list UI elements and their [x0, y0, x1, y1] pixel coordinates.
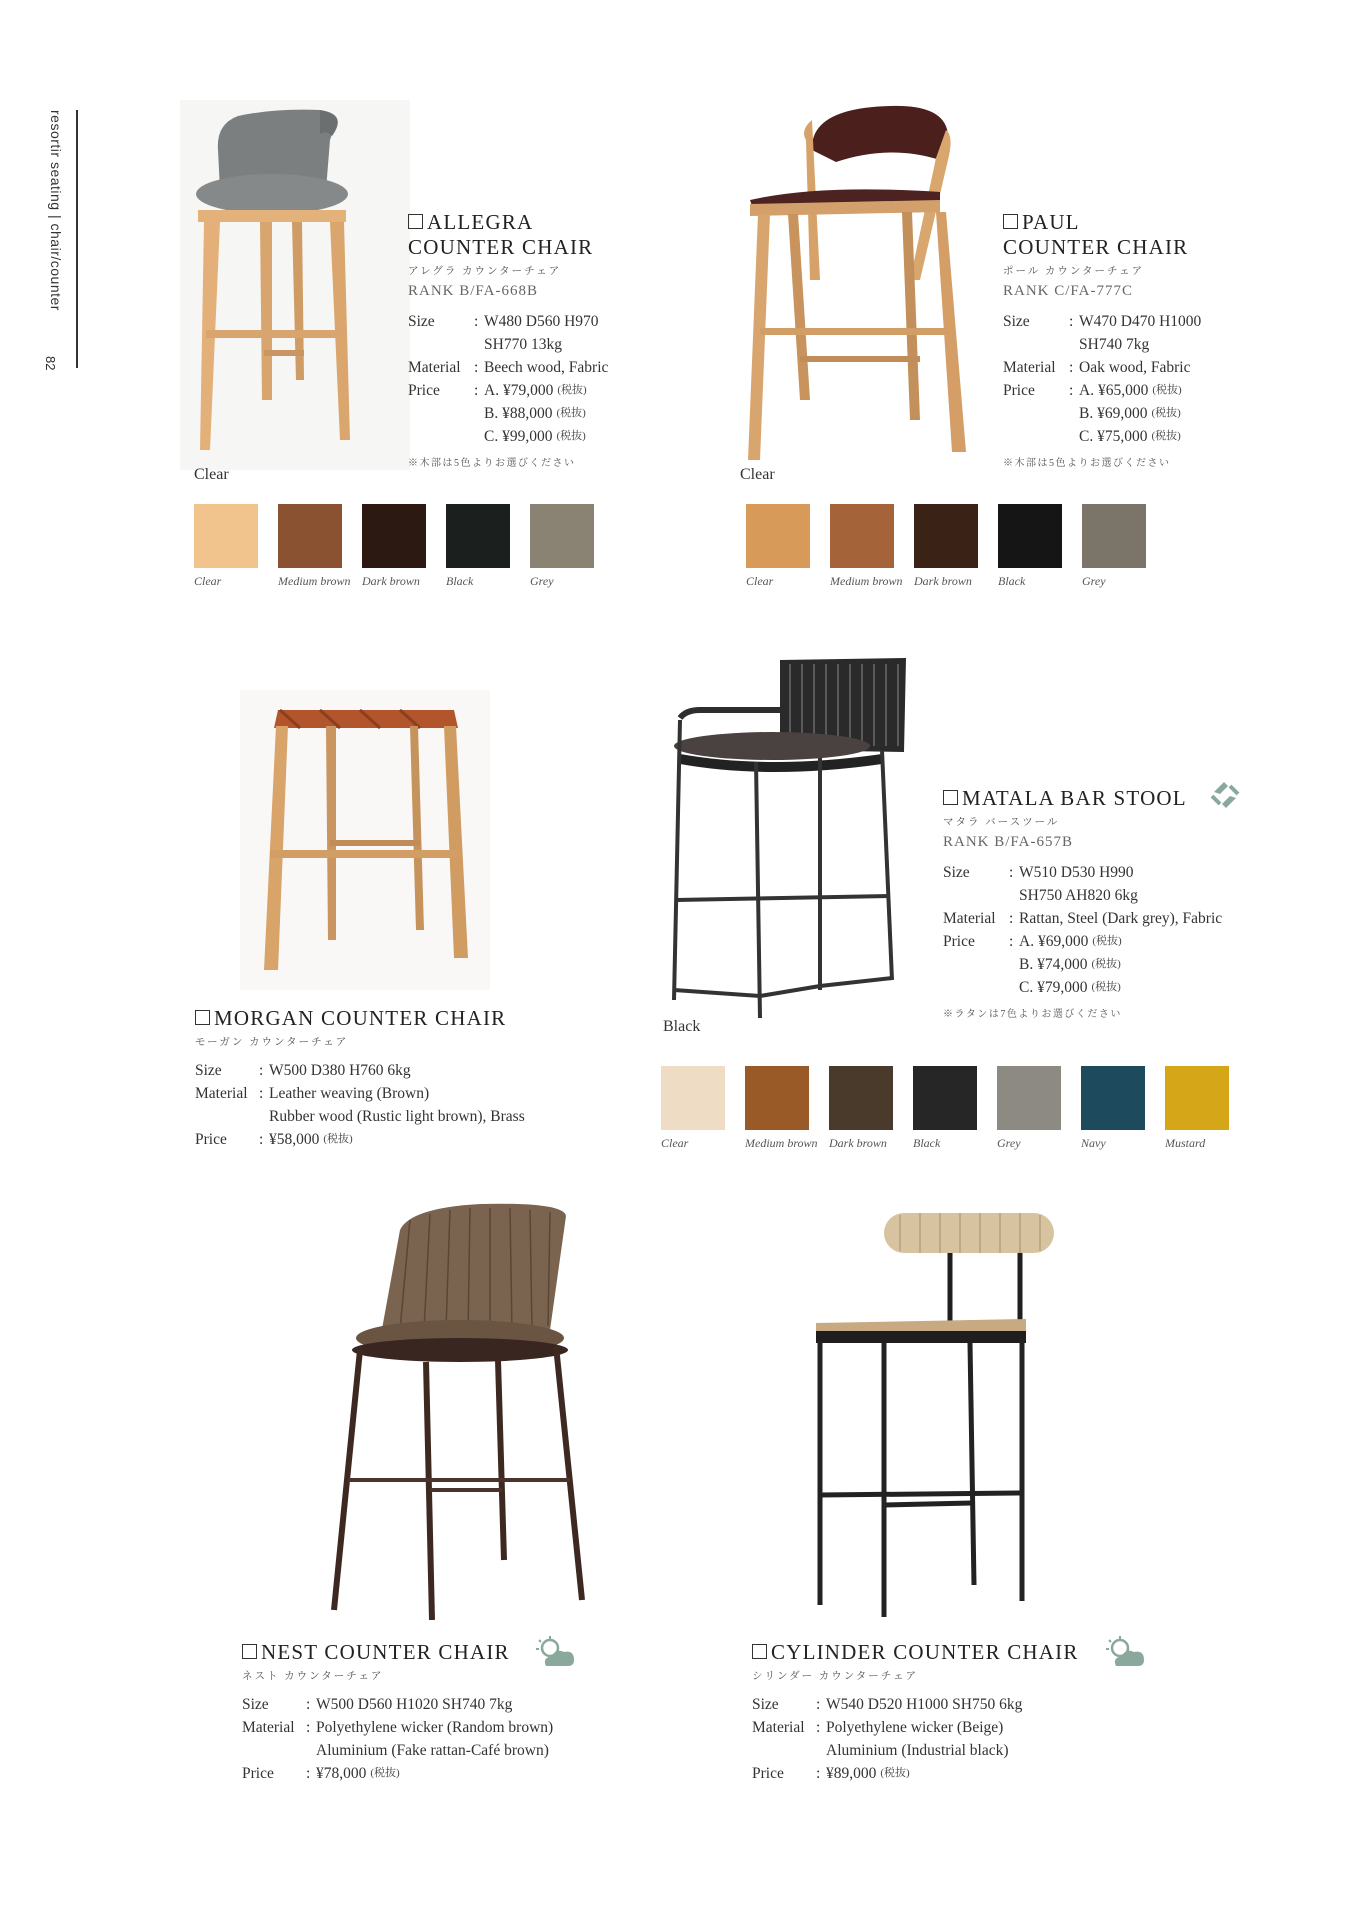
product-rank: RANK B/FA-668B	[408, 283, 538, 299]
product-specs: Size : W470 D470 H1000 SH740 7kg Material : Oak wood, Fabric Price : A. ¥65,000 (税抜) B. ¥69,000 (税抜) C. ¥75,000 (税抜)	[1003, 313, 1202, 445]
finish-swatch-label: Clear	[661, 1136, 689, 1150]
allegra-finish-caption: Clear	[194, 466, 229, 483]
product-note: ※ラタンは7色よりお選びください	[943, 1009, 1122, 1020]
finish-swatch-label: Dark brown	[914, 574, 972, 588]
product-rank: RANK C/FA-777C	[1003, 283, 1133, 299]
finish-swatch[interactable]	[194, 504, 258, 568]
finish-swatch-label: Mustard	[1165, 1136, 1206, 1150]
checkbox-icon[interactable]	[943, 790, 958, 805]
nest-info	[242, 1640, 662, 1785]
page-number: 82	[43, 356, 58, 371]
finish-swatch[interactable]	[1081, 1066, 1145, 1130]
finish-swatch[interactable]	[914, 504, 978, 568]
finish-swatch[interactable]	[446, 504, 510, 568]
finish-swatch-label: Black	[913, 1136, 941, 1150]
matala-chair-image	[660, 650, 920, 1030]
product-title-line2: COUNTER CHAIR	[1003, 235, 1189, 259]
checkbox-icon[interactable]	[1003, 214, 1018, 229]
product-specs: Size : W500 D560 H1020 SH740 7kg Material : Polyethylene wicker (Random brown) Aluminium (Fake rattan-Café brown) Price : ¥78,000 (税抜)	[242, 1696, 554, 1782]
finish-swatch[interactable]	[745, 1066, 809, 1130]
product-kana: モーガン カウンターチェア	[195, 1037, 349, 1048]
finish-swatch-label: Clear	[194, 574, 222, 588]
finish-swatch-label: Grey	[1082, 574, 1106, 588]
finish-swatch[interactable]	[829, 1066, 893, 1130]
product-title: NEST COUNTER CHAIR	[242, 1640, 662, 1665]
checkbox-icon[interactable]	[408, 214, 423, 229]
product-title: PAUL	[1003, 210, 1293, 235]
finish-swatch-label: Grey	[530, 574, 554, 588]
checkbox-icon[interactable]	[242, 1644, 257, 1659]
product-note: ※木部は5色よりお選びください	[408, 458, 576, 469]
morgan-chair-image	[240, 690, 490, 990]
product-title: MORGAN COUNTER CHAIR	[195, 1006, 615, 1031]
product-kana: マタラ バースツール	[943, 817, 1060, 828]
finish-swatch-label: Navy	[1081, 1136, 1106, 1150]
finish-swatch[interactable]	[1165, 1066, 1229, 1130]
sidebar-section-label: resortir seating | chair/counter	[48, 110, 64, 311]
product-rank: RANK B/FA-657B	[943, 834, 1073, 850]
paul-chair-image	[740, 100, 980, 470]
product-specs: Size : W540 D520 H1000 SH750 6kg Material : Polyethylene wicker (Beige) Aluminium (Industrial black) Price : ¥89,000 (税抜)	[752, 1696, 1023, 1782]
finish-swatch-label: Black	[998, 574, 1026, 588]
finish-swatch-label: Clear	[746, 574, 774, 588]
product-note: ※木部は5色よりお選びください	[1003, 458, 1171, 469]
matala-info	[943, 786, 1273, 1020]
product-title: MATALA BAR STOOL	[943, 786, 1273, 811]
sidebar-divider	[76, 110, 78, 368]
finish-swatch-label: Grey	[997, 1136, 1021, 1150]
product-title: CYLINDER COUNTER CHAIR	[752, 1640, 1172, 1665]
matala-finish-caption: Black	[663, 1018, 701, 1035]
checkbox-icon[interactable]	[752, 1644, 767, 1659]
finish-swatch-label: Medium brown	[745, 1136, 818, 1150]
finish-swatch[interactable]	[661, 1066, 725, 1130]
product-title: ALLEGRA	[408, 210, 668, 235]
finish-swatch-label: Dark brown	[829, 1136, 887, 1150]
finish-swatch[interactable]	[1082, 504, 1146, 568]
paul-finish-caption: Clear	[740, 466, 775, 483]
finish-swatch[interactable]	[997, 1066, 1061, 1130]
finish-swatch-label: Black	[446, 574, 474, 588]
paul-info	[1003, 210, 1293, 469]
product-kana: シリンダー カウンターチェア	[752, 1671, 918, 1682]
finish-swatch-label: Medium brown	[278, 574, 351, 588]
product-specs: Size : W500 D380 H760 6kg Material : Leather weaving (Brown) Rubber wood (Rustic light brown), Brass Price : ¥58,000 (税抜)	[195, 1062, 525, 1148]
outdoor-weather-icon	[1106, 1636, 1146, 1670]
product-title-line2: COUNTER CHAIR	[408, 235, 594, 259]
allegra-info	[408, 210, 668, 469]
outdoor-weather-icon	[536, 1636, 576, 1670]
finish-swatch[interactable]	[746, 504, 810, 568]
allegra-chair-image	[180, 100, 410, 470]
product-specs: Size : W480 D560 H970 SH770 13kg Material : Beech wood, Fabric Price : A. ¥79,000 (税抜) B. ¥88,000 (税抜) C. ¥99,000 (税抜)	[408, 313, 609, 445]
finish-swatch[interactable]	[913, 1066, 977, 1130]
finish-swatch[interactable]	[998, 504, 1062, 568]
finish-swatch-label: Medium brown	[830, 574, 903, 588]
morgan-info	[195, 1006, 615, 1151]
product-specs: Size : W510 D530 H990 SH750 AH820 6kg Material : Rattan, Steel (Dark grey), Fabric Price : A. ¥69,000 (税抜) B. ¥74,000 (税抜) C. ¥79,000 (税抜)	[943, 864, 1223, 996]
renewal-arrows-icon	[1208, 778, 1242, 812]
finish-swatch[interactable]	[362, 504, 426, 568]
product-kana: ポール カウンターチェア	[1003, 266, 1145, 277]
checkbox-icon[interactable]	[195, 1010, 210, 1025]
finish-swatch[interactable]	[830, 504, 894, 568]
finish-swatch[interactable]	[530, 504, 594, 568]
finish-swatch-label: Dark brown	[362, 574, 420, 588]
product-kana: アレグラ カウンターチェア	[408, 266, 562, 277]
cylinder-chair-image	[800, 1205, 1060, 1625]
product-kana: ネスト カウンターチェア	[242, 1671, 384, 1682]
nest-chair-image	[320, 1200, 600, 1620]
finish-swatch[interactable]	[278, 504, 342, 568]
